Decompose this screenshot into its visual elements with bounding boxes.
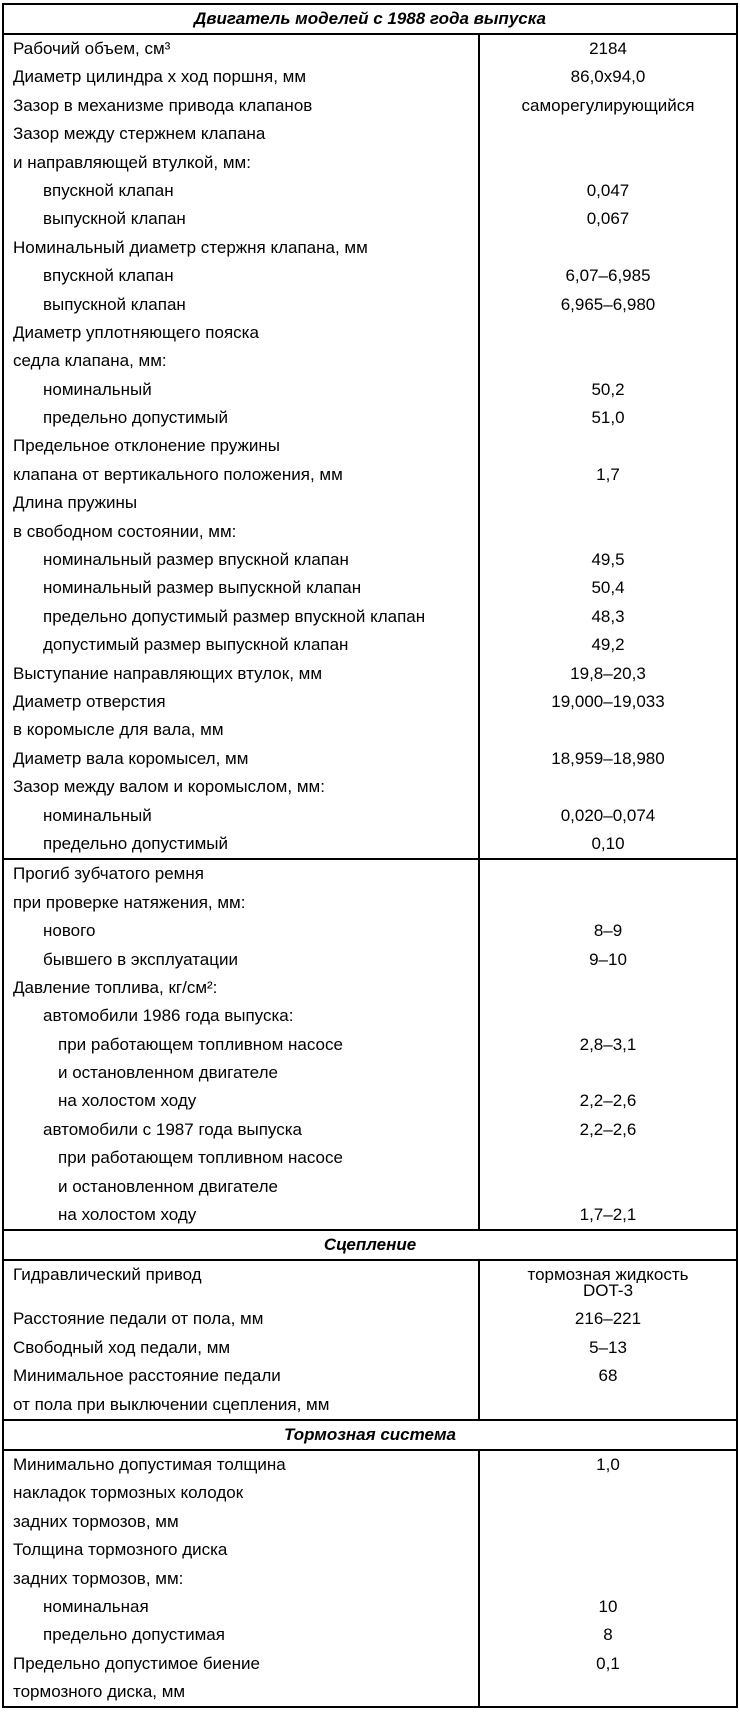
param-label: Гидравлический привод (13, 1265, 202, 1285)
param-label: от пола при выключении сцепления, мм (13, 1394, 330, 1414)
param-value (480, 1391, 736, 1419)
param-label: автомобили 1986 года выпуска: (43, 1006, 294, 1026)
param-label: Выступание направляющих втулок, мм (13, 663, 323, 683)
param-value (480, 1144, 736, 1172)
param-label: нового (43, 921, 96, 941)
param-label: на холостом ходу (58, 1205, 197, 1225)
param-value (480, 347, 736, 375)
param-label: Зазор в механизме привода клапанов (13, 95, 313, 115)
param-value (480, 234, 736, 262)
param-value: 10 (598, 1596, 618, 1616)
param-value (480, 860, 736, 888)
param-value (480, 1678, 736, 1706)
param-value: 0,067 (586, 209, 630, 229)
param-label: впускной клапан (43, 266, 174, 286)
spec-table (2, 3, 738, 1708)
param-value: 0,047 (586, 180, 630, 200)
param-value: 1,7–2,1 (579, 1205, 637, 1225)
param-label: на холостом ходу (58, 1091, 197, 1111)
param-label: бывшего в эксплуатации (43, 949, 238, 969)
param-value: 49,5 (591, 550, 625, 570)
param-label: номинальная (43, 1596, 149, 1616)
param-label: при проверке натяжения, мм: (13, 892, 246, 912)
param-label: при работающем топливном насосе (58, 1148, 343, 1168)
brake-values-column (479, 1450, 737, 1708)
param-value (480, 489, 736, 517)
engine-section (3, 4, 737, 1230)
param-label: предельно допустимый (43, 833, 228, 853)
param-label: Длина пружины (13, 493, 138, 513)
param-value: 5–13 (589, 1337, 627, 1357)
param-label: Прогиб зубчатого ремня (13, 864, 204, 884)
param-label: Диаметр цилиндра х ход поршня, мм (13, 67, 307, 87)
param-label: Диаметр уплотняющего пояска (13, 322, 259, 342)
brake-section (3, 1420, 737, 1708)
param-value (480, 1002, 736, 1030)
param-label: Предельно допустимое биение (13, 1653, 260, 1673)
clutch-section-title: Сцепление (3, 1230, 737, 1260)
param-value (480, 773, 736, 801)
param-value: 86,0х94,0 (570, 67, 646, 87)
param-label: Номинальный диаметр стержня клапана, мм (13, 237, 368, 257)
param-value: 2184 (589, 39, 627, 58)
param-value: 2,2–2,6 (579, 1091, 637, 1111)
param-label: номинальный (43, 379, 152, 399)
param-value (480, 1565, 736, 1593)
param-value (480, 1508, 736, 1536)
param-value (480, 1059, 736, 1087)
param-label: предельно допустимая (43, 1625, 225, 1645)
param-value: 19,000–19,033 (551, 691, 665, 711)
param-label: задних тормозов, мм: (13, 1568, 184, 1588)
param-value: 50,2 (591, 379, 625, 399)
param-label: номинальный (43, 805, 152, 825)
param-label: Расстояние педали от пола, мм (13, 1309, 264, 1329)
param-value: 50,4 (591, 578, 625, 598)
engine-params-column-2 (3, 859, 479, 1230)
param-value (480, 1536, 736, 1564)
param-value: 0,020–0,074 (560, 805, 656, 825)
param-value: 9–10 (589, 949, 627, 969)
param-label: накладок тормозных колодок (13, 1483, 244, 1503)
param-label: впускной клапан (43, 180, 174, 200)
param-value (480, 1173, 736, 1201)
param-value: 2,8–3,1 (579, 1034, 637, 1054)
param-value: 68 (598, 1366, 618, 1386)
param-value (480, 716, 736, 744)
param-label: номинальный размер выпускной клапан (43, 578, 362, 598)
param-value: 8–9 (593, 921, 623, 941)
clutch-values-column (479, 1260, 737, 1420)
param-value (480, 974, 736, 1002)
param-value (480, 889, 736, 917)
param-label: и направляющей втулкой, мм: (13, 152, 251, 172)
param-label: при работающем топливном насосе (58, 1034, 343, 1054)
param-value: DOT-3 (582, 1283, 634, 1301)
param-value (480, 518, 736, 546)
param-label: Минимальное расстояние педали (13, 1366, 281, 1386)
param-label: в коромысле для вала, мм (13, 720, 224, 740)
param-value: саморегулирующийся (521, 95, 695, 115)
param-label: задних тормозов, мм (13, 1511, 179, 1531)
param-label: номинальный размер впускной клапан (43, 550, 349, 570)
brake-section-title: Тормозная система (3, 1420, 737, 1450)
param-label: выпускной клапан (43, 209, 186, 229)
param-label: Зазор между стержнем клапана (13, 124, 266, 144)
param-label: предельно допустимый размер впускной клапан (43, 606, 426, 626)
param-value: тормозная жидкость (527, 1265, 689, 1284)
brake-params-column (3, 1450, 479, 1708)
param-label: и остановленном двигателе (58, 1063, 278, 1083)
clutch-params-column (3, 1260, 479, 1420)
param-value: 6,965–6,980 (560, 294, 656, 314)
param-value (480, 120, 736, 148)
param-label: выпускной клапан (43, 294, 186, 314)
param-value: 51,0 (591, 408, 625, 428)
param-label: Предельное отклонение пружины (13, 436, 280, 456)
param-value: 49,2 (591, 635, 625, 655)
param-label: и остановленном двигателе (58, 1176, 278, 1196)
param-label: Рабочий объем, см³ (13, 39, 171, 58)
param-value: 0,10 (591, 833, 625, 853)
param-value: 18,959–18,980 (551, 748, 665, 768)
param-value: 19,8–20,3 (570, 663, 646, 683)
param-label: Свободный ход педали, мм (13, 1337, 231, 1357)
engine-section-title: Двигатель моделей с 1988 года выпуска (3, 4, 737, 34)
param-label: Минимально допустимая толщина (13, 1454, 286, 1474)
param-label: Диаметр вала коромысел, мм (13, 748, 249, 768)
param-label: предельно допустимый (43, 408, 228, 428)
param-label: автомобили с 1987 года выпуска (43, 1119, 302, 1139)
param-value: 6,07–6,985 (565, 266, 651, 286)
param-value: 2,2–2,6 (579, 1119, 637, 1139)
clutch-section (3, 1230, 737, 1420)
param-label: Зазор между валом и коромыслом, мм: (13, 777, 325, 797)
param-value: 216–221 (574, 1309, 642, 1329)
param-label: Толщина тормозного диска (13, 1540, 228, 1560)
param-value: 8 (603, 1625, 613, 1645)
param-label: тормозного диска, мм (13, 1682, 186, 1702)
engine-params-column (3, 34, 479, 859)
param-value (480, 319, 736, 347)
param-value: 48,3 (591, 606, 625, 626)
param-label: допустимый размер выпускной клапан (43, 635, 349, 655)
param-label: клапана от вертикального положения, мм (13, 464, 343, 484)
param-value (480, 1479, 736, 1507)
param-value (480, 432, 736, 460)
param-value: 0,1 (596, 1653, 620, 1673)
param-label: Диаметр отверстия (13, 691, 166, 711)
param-value: 1,0 (596, 1454, 620, 1474)
param-label: Давление топлива, кг/см²: (13, 977, 218, 997)
param-value (480, 149, 736, 177)
param-label: седла клапана, мм: (13, 351, 167, 371)
param-value: 1,7 (596, 464, 620, 484)
engine-values-column-2 (479, 859, 737, 1230)
param-label: в свободном состоянии, мм: (13, 521, 237, 541)
engine-values-column (479, 34, 737, 859)
